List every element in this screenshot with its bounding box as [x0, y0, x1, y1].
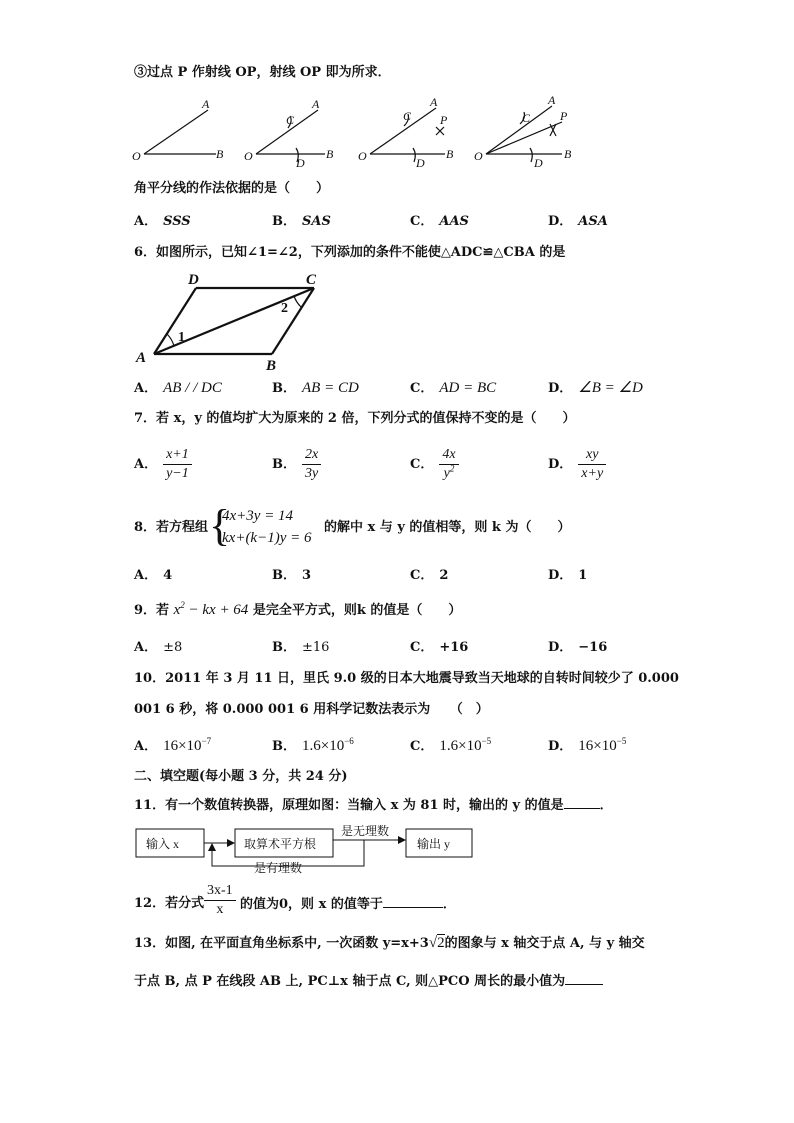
flow-input-label: 输入 x: [146, 837, 180, 851]
q10-option-d[interactable]: D． $16\times 10^{-5}$: [548, 736, 627, 754]
q8-option-d[interactable]: D． 1: [548, 568, 588, 583]
q7-stem: 7．若 x，y 的值均扩大为原来的 2 倍，下列分式的值保持不变的是（ ）: [134, 411, 576, 426]
q8-eq1: 4x+3y = 14: [222, 508, 294, 524]
q6-angle-2: 2: [281, 301, 288, 316]
fig4-label-c: C: [522, 111, 531, 125]
section-2-heading: 二、填空题(每小题 3 分，共 24 分): [134, 769, 348, 784]
q8-eq2: kx+(k−1)y = 6: [222, 530, 312, 546]
fig3-label-p: P: [440, 113, 448, 127]
q7-option-c[interactable]: C． $\frac{4x}{y^2}$: [410, 446, 459, 483]
q8-prefix: 8．若方程组: [134, 520, 209, 535]
q11-stem: 11．有一个数值转换器，原理如图：当输入 x 为 81 时，输出的 y 的值是 ．: [134, 798, 613, 813]
q6-label-d: D: [188, 272, 199, 288]
q8-option-c[interactable]: C． 2: [410, 568, 449, 583]
q10-line1: 10．2011 年 3 月 11 日，里氏 9.0 级的日本大地震导致当天地球的自转时间较少了 0.000: [134, 671, 679, 686]
q7-option-b[interactable]: B． $\frac{2x}{3y}$: [272, 446, 321, 483]
fig3-label-d: D: [416, 156, 425, 170]
q7-option-a[interactable]: A． $\frac{x+1}{y-1}$: [134, 446, 192, 483]
q6-label-c: C: [306, 272, 317, 288]
q13-answer-blank[interactable]: [565, 972, 603, 985]
q6-stem: 6．如图所示，已知∠1=∠2，下列添加的条件不能使△ADC≌△CBA 的是: [134, 245, 566, 260]
fig2-label-b: B: [326, 147, 334, 161]
q9-option-d[interactable]: D． −16: [548, 640, 608, 655]
q9-option-a[interactable]: A． ±8: [134, 640, 183, 655]
q5-option-c[interactable]: C． AAS: [410, 214, 469, 229]
q10-option-c[interactable]: C． $1.6\times 10^{-5}$: [410, 736, 492, 754]
q12-suffix: 的值为0，则 x 的值等于 ．: [240, 897, 456, 912]
flow-output-label: 输出 y: [417, 837, 451, 851]
fig2-label-d: D: [296, 156, 305, 170]
fig4-label-a: A: [548, 93, 556, 107]
bisector-construction-figure: [120, 90, 600, 170]
fig1-label-o: O: [132, 149, 141, 163]
step3-text: ③过点 P 作射线 OP，射线 OP 即为所求．: [134, 65, 391, 80]
q5-option-a[interactable]: A． SSS: [134, 214, 191, 229]
fig3-label-o: O: [358, 149, 367, 163]
q12-prefix: 12．若分式: [134, 896, 205, 911]
q11-answer-blank[interactable]: [564, 796, 600, 809]
flow-process-label: 取算术平方根: [244, 837, 317, 851]
q8-brace: {: [209, 501, 231, 550]
fig2-label-c: C: [286, 113, 295, 127]
q13-line1: 13．如图, 在平面直角坐标系中, 一次函数 y=x+3√2的图象与 x 轴交于点 A, 与 y 轴交: [134, 935, 645, 951]
q10-line2: 001 6 秒，将 0.000 001 6 用科学记数法表示为 （ ）: [134, 702, 489, 717]
q10-option-b[interactable]: B． $1.6\times 10^{-6}$: [272, 736, 354, 754]
q12-fraction: $\frac{3x-1}{x}$: [204, 882, 236, 919]
fig1-label-b: B: [216, 147, 224, 161]
fig3-label-b: B: [446, 147, 454, 161]
q9-line: 9．若 $x^2$ − kx + 64 是完全平方式，则k 的值是（ ）: [134, 600, 462, 618]
q8-option-b[interactable]: B． 3: [272, 568, 312, 583]
q6-label-a: A: [136, 350, 147, 366]
q8-suffix: 的解中 x 与 y 的值相等，则 k 为（ ）: [324, 520, 571, 535]
fig4-label-d: D: [534, 156, 543, 170]
q13-line2: 于点 B, 点 P 在线段 AB 上, PC⊥x 轴于点 C, 则△PCO 周长的最小值为: [134, 972, 603, 991]
q5-stem: 角平分线的作法依据的是（ ）: [134, 181, 330, 196]
fig1-label-a: A: [202, 97, 210, 111]
q7-option-d[interactable]: D． $\frac{xy}{x+y}$: [548, 446, 606, 483]
q6-option-d[interactable]: D． ∠B = ∠D: [548, 380, 643, 396]
q6-option-a[interactable]: A． AB / / DC: [134, 380, 222, 396]
q5-option-b[interactable]: B． SAS: [272, 214, 331, 229]
fig4-label-b: B: [564, 147, 572, 161]
fig4-label-o: O: [474, 149, 483, 163]
q11-flow-diagram: [134, 822, 474, 876]
q6-option-c[interactable]: C． AD = BC: [410, 380, 497, 396]
q9-option-c[interactable]: C． +16: [410, 640, 469, 655]
fig3-label-a: A: [430, 95, 438, 109]
q6-angle-1: 1: [178, 330, 185, 345]
q6-parallelogram-figure: [134, 266, 334, 374]
q6-label-b: B: [266, 358, 277, 374]
q8-option-a[interactable]: A． 4: [134, 568, 173, 583]
flow-rational-label: 是有理数: [254, 861, 303, 875]
q10-option-a[interactable]: A． $16\times 10^{-7}$: [134, 736, 212, 754]
q6-option-b[interactable]: B． AB = CD: [272, 380, 359, 396]
q12-answer-blank[interactable]: [383, 895, 443, 908]
fig3-label-c: C: [403, 109, 412, 123]
fig4-label-p: P: [560, 109, 568, 123]
fig2-label-o: O: [244, 149, 253, 163]
fig2-label-a: A: [312, 97, 320, 111]
q5-option-d[interactable]: D． ASA: [548, 214, 608, 229]
q9-option-b[interactable]: B． ±16: [272, 640, 330, 655]
flow-irrational-label: 是无理数: [341, 824, 390, 838]
